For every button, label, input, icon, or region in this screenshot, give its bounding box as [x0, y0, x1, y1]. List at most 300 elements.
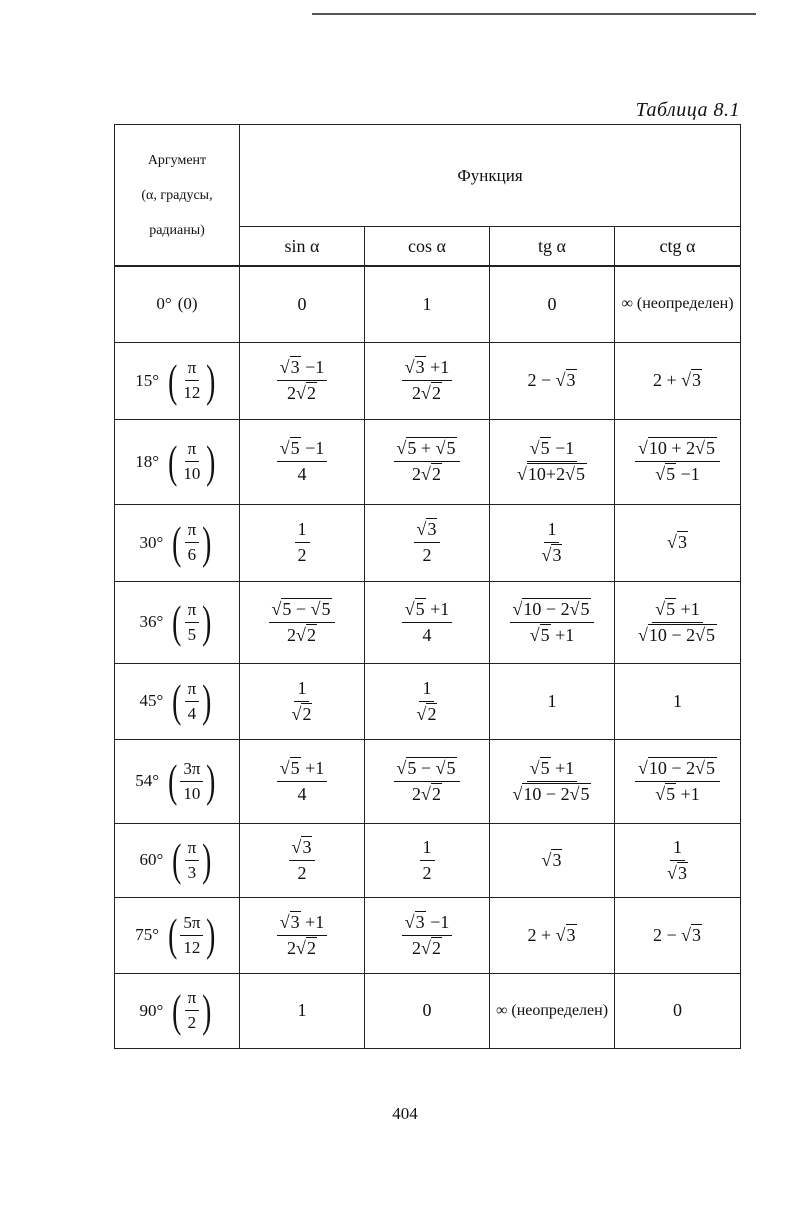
square-root [695, 624, 716, 645]
value [402, 357, 453, 403]
numerator [295, 519, 310, 543]
numerator [670, 837, 685, 861]
numerator [185, 679, 200, 702]
radicand [527, 463, 587, 484]
math-text: 4 [297, 464, 307, 484]
argument-degrees: 90° [139, 1000, 164, 1020]
square-root [405, 598, 426, 619]
square-root [530, 437, 551, 458]
radicand [648, 757, 717, 778]
value [402, 911, 453, 958]
header-argument [115, 125, 240, 267]
square-root [513, 598, 592, 619]
radical-sign: √ [291, 836, 302, 857]
numerator [185, 838, 200, 861]
math-text: +1 [300, 911, 325, 932]
math-text: 5 + [407, 438, 436, 458]
radical-sign: √ [638, 624, 648, 645]
argument [135, 435, 218, 487]
value [414, 677, 441, 724]
math-text: 3 [677, 532, 687, 552]
math-text: 6 [187, 545, 197, 564]
radicand [445, 757, 456, 778]
cos-cell [365, 419, 490, 504]
fraction [510, 758, 595, 805]
page-number: 404 [392, 1104, 418, 1123]
math-text: 2 [302, 703, 312, 724]
paren-right: ) [206, 755, 216, 807]
square-root [556, 924, 577, 945]
radicand [431, 783, 442, 804]
fraction [635, 599, 720, 646]
value [527, 924, 576, 945]
radical-sign: √ [517, 464, 527, 484]
value [277, 357, 328, 403]
radical-sign: √ [296, 383, 306, 403]
radical-sign: √ [279, 911, 290, 932]
argument-degrees: 36° [139, 612, 164, 631]
denominator [180, 462, 203, 484]
math-text: +1 [425, 598, 450, 619]
value: 1 [673, 690, 682, 711]
math-text: 1 [547, 519, 557, 539]
value-line: ∞ (не [495, 1001, 533, 1019]
radicand [677, 862, 688, 883]
math-text: 2 [412, 937, 422, 958]
radical-sign: √ [435, 757, 446, 778]
fraction [185, 520, 200, 565]
argument-degrees: 45° [139, 691, 164, 710]
radical-sign: √ [396, 757, 407, 778]
argument [139, 984, 214, 1036]
value-line: определен) [532, 1001, 609, 1019]
radicand [415, 356, 426, 377]
radicand [406, 437, 457, 458]
math-text: 2 [187, 1013, 197, 1032]
math-text: π [187, 439, 197, 458]
radicand [705, 437, 716, 458]
math-text: 2 [297, 545, 307, 565]
table-row [115, 663, 741, 739]
radicand [426, 518, 437, 539]
paren-right: ) [202, 596, 212, 648]
radicand [540, 624, 551, 645]
square-root [436, 757, 457, 778]
square-root [638, 757, 717, 778]
radical-sign: √ [569, 598, 580, 619]
value [635, 598, 720, 645]
math-text: 10 [183, 783, 201, 803]
argument [139, 596, 214, 648]
value: 0 [547, 293, 557, 314]
denominator [185, 861, 200, 883]
radical-sign: √ [555, 924, 566, 945]
argument-cell [115, 581, 240, 663]
math-text: 2 + [652, 370, 682, 390]
math-text: 5 [705, 757, 715, 778]
table-row [115, 581, 741, 663]
denominator [409, 936, 445, 959]
math-text: π [187, 520, 197, 539]
math-text: 3 [290, 357, 300, 377]
numerator [277, 912, 328, 936]
math-text: 10 − 2 [523, 598, 570, 619]
header-function: Функция [240, 125, 741, 227]
math-text: 1 [297, 677, 307, 698]
radicand [691, 369, 702, 390]
denominator [294, 782, 309, 805]
header-argument-line: (α, градусы, [141, 187, 213, 203]
denominator [409, 381, 445, 404]
radical-sign: √ [681, 370, 692, 390]
paren-right: ) [206, 909, 216, 961]
radical-sign: √ [396, 438, 407, 458]
math-text: +1 [676, 783, 700, 804]
argument-cell [115, 663, 240, 739]
paren-right: ) [202, 984, 212, 1036]
radical-sign: √ [421, 464, 431, 484]
math-text: +1 [300, 757, 325, 778]
sin-cell [240, 342, 365, 419]
value [414, 519, 441, 565]
radicand [320, 598, 331, 619]
radicand [648, 624, 717, 645]
square-root [397, 757, 458, 778]
ctg-cell [615, 342, 741, 419]
paren-left: ( [172, 516, 182, 568]
square-root [280, 757, 301, 778]
math-text: 4 [297, 783, 307, 804]
radicand [522, 598, 591, 619]
fraction [510, 599, 595, 646]
square-root [655, 783, 676, 804]
argument-cell [115, 342, 240, 419]
value [635, 438, 720, 484]
math-text: 5 [666, 598, 676, 619]
argument-radians [169, 834, 214, 886]
radical-sign: √ [404, 357, 415, 377]
radical-sign: √ [667, 862, 677, 883]
math-text: 10 [183, 464, 201, 483]
argument-degrees: 30° [139, 532, 164, 552]
ctg-cell [615, 739, 741, 823]
table-row [115, 823, 741, 897]
value [667, 531, 688, 552]
math-text: 2 [412, 383, 422, 403]
radicand [431, 463, 442, 484]
radical-sign: √ [310, 598, 321, 619]
math-text: 3 [290, 911, 300, 932]
numerator [277, 357, 328, 381]
header-cos: cos α [365, 227, 490, 267]
square-root [667, 531, 688, 552]
radicand [540, 757, 551, 778]
square-root [296, 382, 317, 403]
sin-cell [240, 663, 365, 739]
square-root [638, 624, 717, 645]
radical-sign: √ [416, 519, 427, 539]
tg-cell [490, 504, 615, 581]
radicand [306, 382, 317, 403]
value [295, 519, 310, 565]
denominator [180, 936, 203, 958]
value: 1 [422, 293, 432, 314]
paren-left: ( [172, 675, 182, 727]
value [510, 757, 595, 804]
numerator [185, 439, 200, 462]
radicand [677, 531, 688, 552]
math-text: 2 − [652, 924, 682, 945]
radical-sign: √ [279, 438, 290, 458]
square-root [655, 463, 676, 484]
radicand [566, 369, 577, 390]
table-row [115, 739, 741, 823]
numerator [394, 438, 461, 462]
radical-sign: √ [271, 598, 282, 619]
denominator [652, 782, 703, 805]
header-tg: tg α [490, 227, 615, 267]
cos-cell [365, 581, 490, 663]
header-sin: sin α [240, 227, 365, 267]
denominator [539, 543, 566, 566]
square-root [681, 369, 702, 390]
fraction [277, 438, 328, 485]
argument-degrees: 15° [135, 370, 160, 390]
denominator [652, 462, 703, 485]
sin-cell [240, 973, 365, 1048]
paren-right: ) [202, 675, 212, 727]
ctg-cell [615, 419, 741, 504]
numerator [294, 678, 309, 702]
argument-degrees: 60° [139, 850, 164, 869]
numerator [394, 758, 461, 782]
denominator [180, 782, 203, 804]
fraction [185, 600, 200, 645]
argument-radians [169, 596, 214, 648]
argument [139, 675, 214, 727]
value-line: ∞ (не [621, 295, 658, 313]
numerator [510, 599, 595, 623]
argument-radians: (0) [177, 294, 198, 314]
square-root [517, 463, 587, 484]
value [289, 836, 316, 883]
fraction [414, 519, 441, 566]
value: 0 [673, 1000, 682, 1020]
fraction [185, 838, 200, 883]
math-text: +1 [550, 624, 575, 645]
denominator [420, 861, 435, 884]
radicand [540, 437, 551, 458]
fraction [180, 439, 203, 484]
radicand [691, 924, 702, 945]
denominator [527, 623, 578, 646]
square-root [530, 757, 551, 778]
math-text: 2 [306, 624, 316, 645]
numerator [635, 438, 720, 462]
radicand [445, 437, 456, 458]
value [277, 911, 328, 958]
math-text: 5π [183, 912, 201, 932]
math-text: 5 − [282, 598, 311, 619]
argument [135, 909, 219, 961]
fraction [635, 758, 720, 805]
math-text: 2 [431, 783, 441, 804]
value: 0 [297, 293, 307, 314]
math-text: 2 [287, 937, 297, 958]
fraction [185, 679, 200, 724]
table-caption: Таблица 8.1 [635, 99, 740, 121]
math-text: 5 [705, 438, 715, 458]
argument [139, 834, 214, 886]
radicand [648, 437, 717, 458]
argument-cell [115, 419, 240, 504]
value [402, 598, 453, 645]
ctg-cell [615, 823, 741, 897]
argument-degrees: 54° [135, 771, 160, 790]
fraction [185, 988, 200, 1033]
numerator [180, 759, 203, 782]
fraction [402, 599, 453, 646]
square-root [405, 911, 426, 932]
denominator [185, 543, 200, 565]
math-text: 1 [672, 836, 682, 857]
math-text: 3 [302, 836, 312, 857]
radicand [705, 624, 716, 645]
math-text: π [187, 837, 197, 857]
radical-sign: √ [529, 757, 540, 778]
fraction [180, 358, 203, 403]
cos-cell [365, 739, 490, 823]
sin-cell [240, 419, 365, 504]
square-root [655, 598, 676, 619]
radical-sign: √ [421, 937, 431, 958]
radical-sign: √ [404, 911, 415, 932]
square-root [405, 356, 426, 377]
radical-sign: √ [529, 438, 540, 458]
fraction [420, 837, 435, 884]
square-root [667, 862, 688, 883]
numerator [652, 599, 703, 623]
argument-cell [115, 266, 240, 342]
value [289, 677, 316, 724]
fraction [635, 438, 720, 485]
value [394, 438, 461, 484]
argument-radians [165, 755, 219, 807]
numerator [635, 758, 720, 782]
square-root [280, 356, 301, 377]
math-text: 3 [415, 911, 425, 932]
radicand [575, 463, 586, 484]
math-text: 5 [540, 757, 550, 778]
argument-cell [115, 973, 240, 1048]
denominator [294, 861, 309, 884]
numerator [185, 988, 200, 1011]
radicand [665, 463, 676, 484]
radical-sign: √ [541, 849, 552, 870]
radical-sign: √ [421, 383, 431, 403]
radicand [415, 598, 426, 619]
header-argument-line: радианы) [149, 222, 205, 238]
tg-cell [490, 419, 615, 504]
math-text: 2 [297, 862, 307, 883]
radical-sign: √ [512, 598, 523, 619]
fraction [402, 357, 453, 404]
header-ctg: ctg α [615, 227, 741, 267]
paren-left: ( [172, 834, 182, 886]
radicand [551, 544, 562, 565]
numerator [289, 837, 316, 861]
denominator [419, 623, 434, 646]
square-root [570, 783, 591, 804]
numerator [419, 678, 434, 702]
fraction [269, 599, 336, 646]
square-root [280, 911, 301, 932]
radicand [290, 356, 301, 377]
value [269, 598, 336, 645]
radicand [705, 757, 716, 778]
denominator [409, 782, 445, 805]
radicand [306, 937, 317, 958]
square-root [421, 463, 442, 484]
ctg-cell [615, 663, 741, 739]
square-root [542, 849, 563, 870]
denominator [409, 462, 445, 485]
square-root [565, 463, 586, 484]
header-argument-line: Аргумент [147, 152, 207, 168]
radical-sign: √ [695, 624, 705, 645]
math-text: 5 [187, 624, 197, 644]
paren-left: ( [172, 596, 182, 648]
square-root [542, 544, 563, 565]
argument-radians [169, 984, 214, 1036]
math-text: π [187, 988, 197, 1007]
math-text: 3 [677, 862, 687, 883]
math-text: 3 [566, 370, 576, 390]
paren-left: ( [168, 354, 178, 406]
radicand [522, 783, 591, 804]
radicand [290, 437, 301, 458]
math-text: 3 [566, 924, 576, 945]
numerator [402, 357, 453, 381]
math-text: 2 [287, 383, 297, 403]
argument-radians [165, 909, 219, 961]
argument-cell [115, 504, 240, 581]
argument-radians [169, 516, 214, 568]
math-text: 5 [666, 783, 676, 804]
tg-cell [490, 663, 615, 739]
math-text: −1 [676, 464, 700, 484]
radical-sign: √ [655, 783, 666, 804]
denominator [185, 1011, 200, 1033]
argument-degrees: 0° [156, 294, 172, 314]
math-text: 10 − 2 [648, 624, 696, 645]
fraction [664, 837, 691, 884]
math-text: 3 [552, 545, 562, 565]
math-text: −1 [425, 911, 450, 932]
value [496, 994, 608, 1028]
radicand [579, 783, 590, 804]
denominator [664, 861, 691, 884]
math-text: 2 [431, 937, 441, 958]
fraction [539, 519, 566, 566]
math-text: −1 [300, 438, 325, 458]
paren-left: ( [168, 755, 178, 807]
numerator [180, 913, 203, 936]
argument-cell [115, 897, 240, 973]
tg-cell [490, 739, 615, 823]
fraction [289, 678, 316, 725]
radicand [301, 836, 312, 857]
